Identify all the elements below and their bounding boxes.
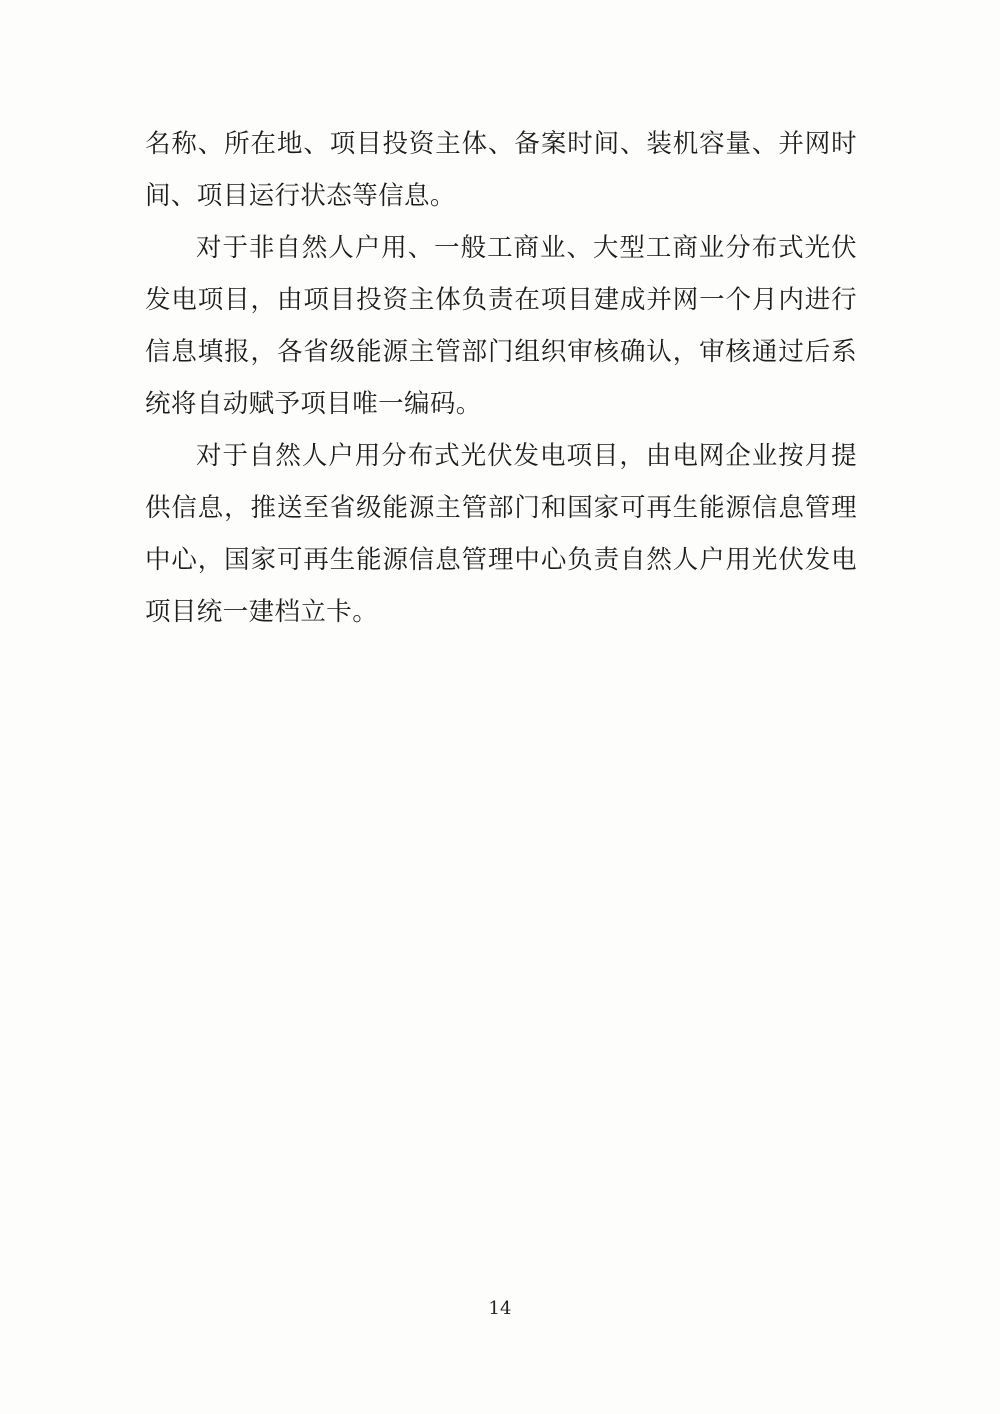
paragraph-1: 名称、所在地、项目投资主体、备案时间、装机容量、并网时间、项目运行状态等信息。 — [145, 129, 857, 211]
paragraph-2: 对于非自然人户用、一般工商业、大型工商业分布式光伏发电项目，由项目投资主体负责在项目建成并网一个月内进行信息填报，各省级能源主管部门组织审核确认，审核通过后系统将自动赋予项目唯一编码。 — [145, 233, 857, 419]
page-number: 14 — [488, 1298, 512, 1319]
paragraph-3: 对于自然人户用分布式光伏发电项目，由电网企业按月提供信息，推送至省级能源主管部门和国家可再生能源信息管理中心，国家可再生能源信息管理中心负责自然人户用光伏发电项目统一建档立卡。 — [145, 441, 857, 627]
page-body — [145, 118, 857, 638]
